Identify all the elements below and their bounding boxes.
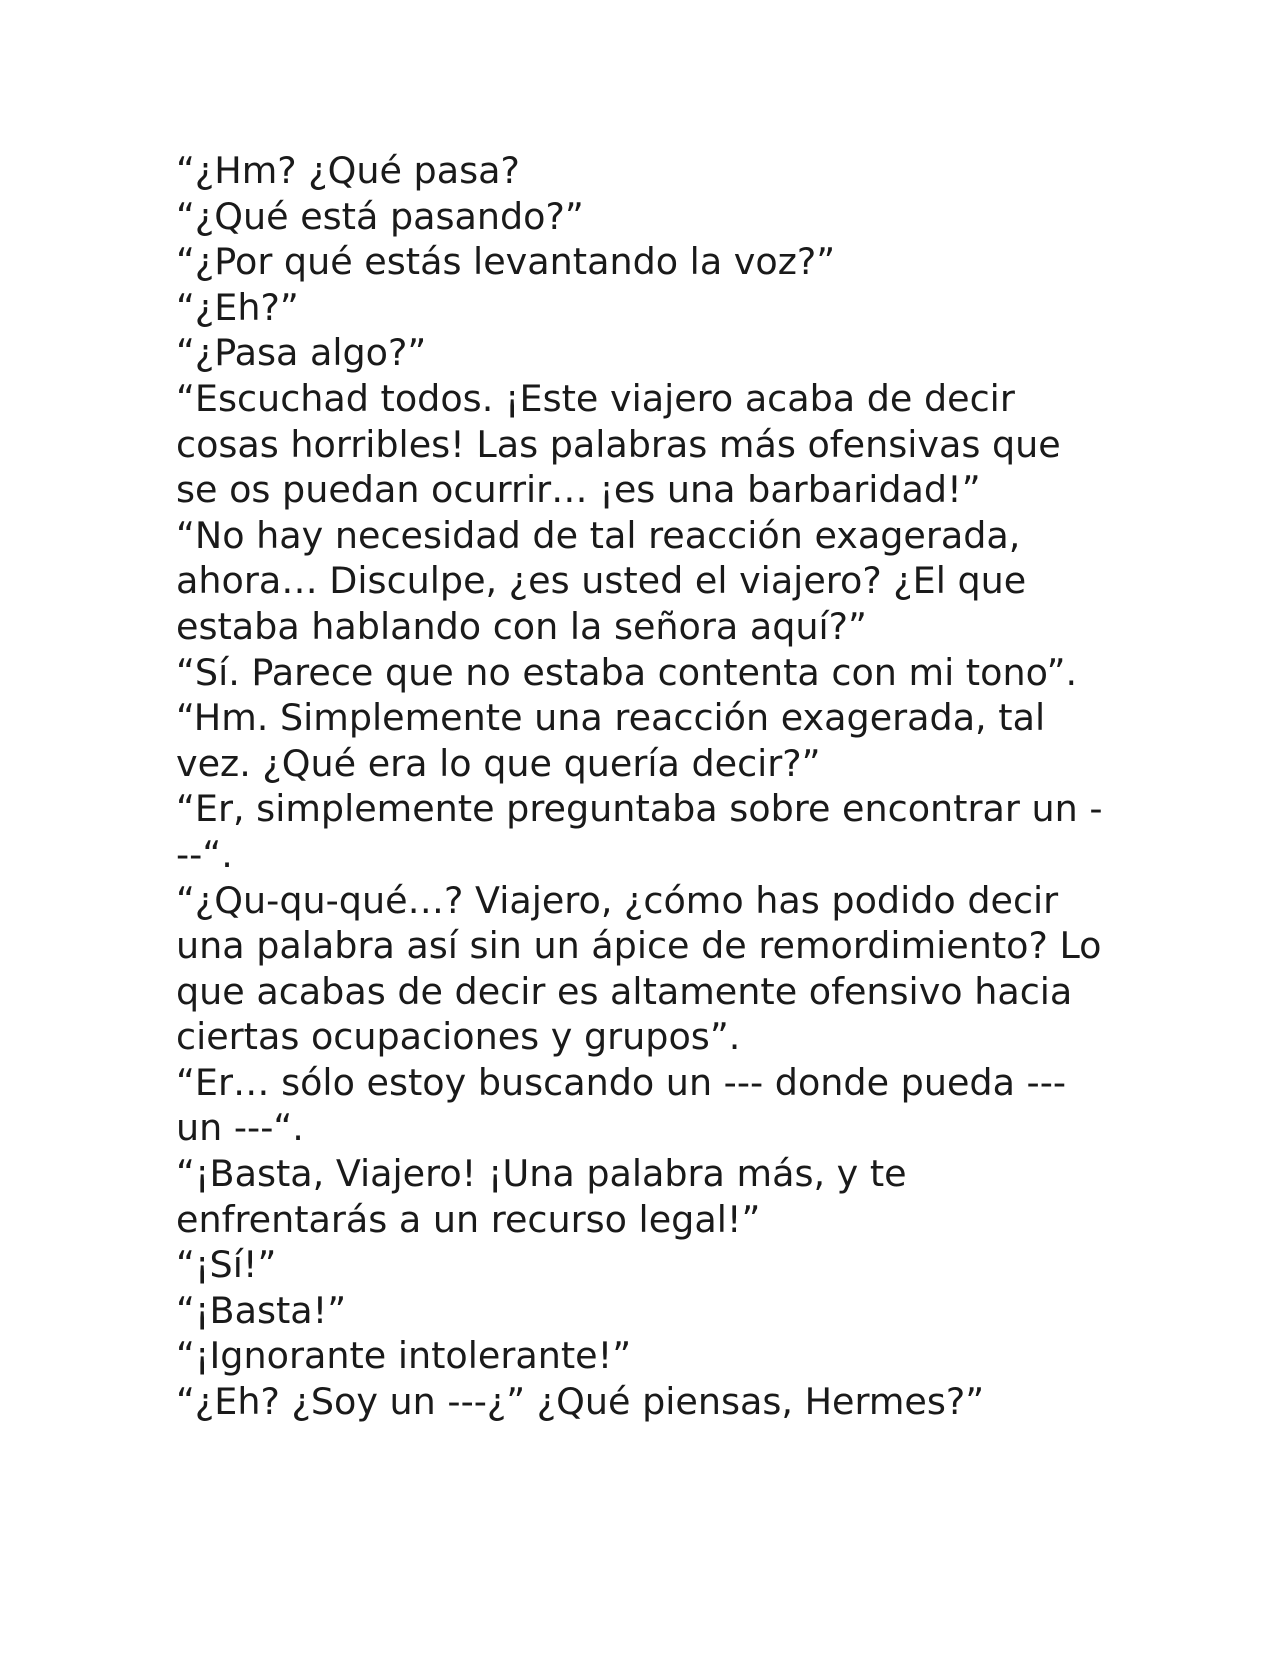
paragraph: “¡Ignorante intolerante!” [176,1334,632,1378]
paragraph: “¿Eh?” [176,285,299,329]
paragraph: “Escuchad todos. ¡Este viajero acaba de decir cosas horribles! Las palabras más ofensivas que se os puedan ocurrir… ¡es una barbaridad!” [176,376,1061,512]
paragraph: “No hay necesidad de tal reacción exagerada, ahora… Disculpe, ¿es usted el viajero? ¿El que estaba hablando con la señora aquí?” [176,513,1027,648]
paragraph: “¿Qu-qu-qué…? Viajero, ¿cómo has podido decir una palabra así sin un ápice de remordimiento? Lo que acabas de decir es altamente ofensivo hacia ciertas ocupaciones y grupos”. [176,878,1102,1059]
paragraph: “¿Hm? ¿Qué pasa? [176,149,520,192]
paragraph: “¡Basta!” [176,1288,347,1332]
body-text [176,148,1106,1425]
paragraph: “Er, simplemente preguntaba sobre encontrar un ---“. [176,787,1103,876]
paragraph: “Er… sólo estoy buscando un --- donde pueda --- un ---“. [176,1060,1067,1150]
paragraph: “¿Eh? ¿Soy un ---¿” ¿Qué piensas, Hermes?” [176,1380,985,1424]
paragraph: “¿Qué está pasando?” [176,194,584,238]
paragraph: “¡Sí!” [176,1243,277,1287]
paragraph: “¡Basta, Viajero! ¡Una palabra más, y te enfrentarás a un recurso legal!” [176,1152,907,1241]
paragraph: “¿Por qué estás levantando la voz?” [176,240,836,284]
paragraph: “Sí. Parece que no estaba contenta con mi tono”. [176,650,1078,694]
paragraph: “Hm. Simplemente una reacción exagerada, tal vez. ¿Qué era lo que quería decir?” [176,696,1046,785]
paragraph: “¿Pasa algo?” [176,331,427,375]
